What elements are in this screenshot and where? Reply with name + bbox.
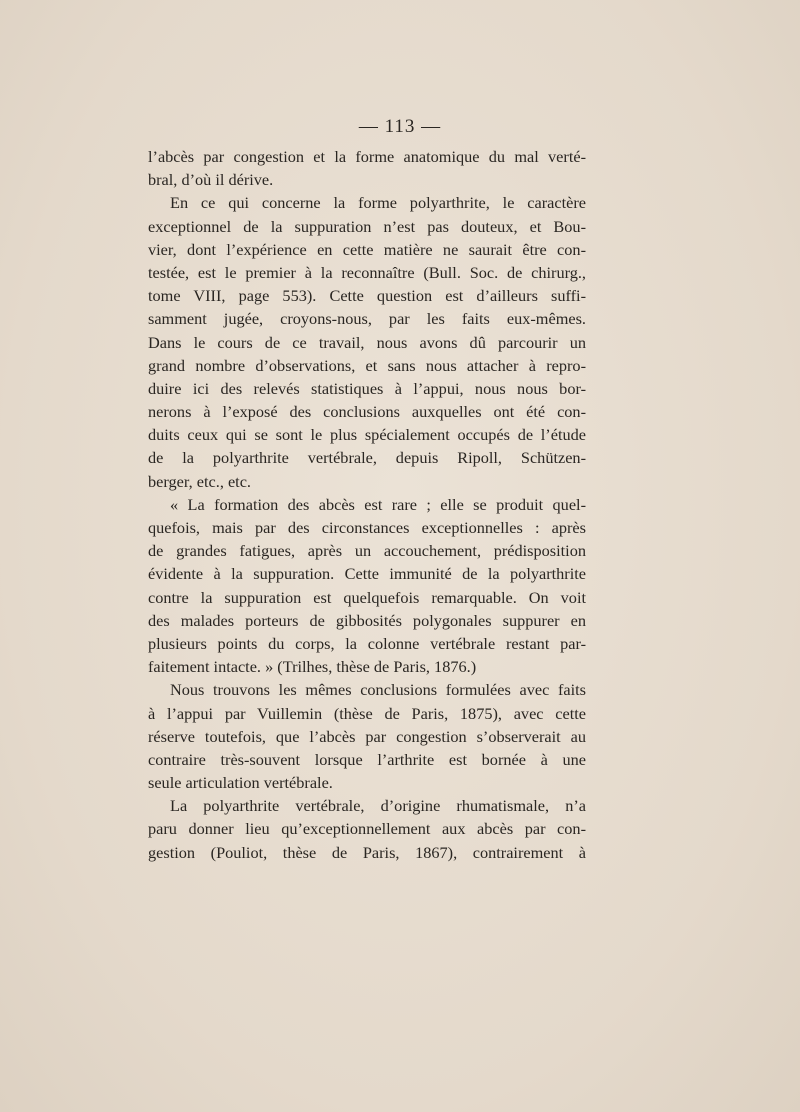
text-line: « La formation des abcès est rare ; elle se produit quel- — [170, 494, 586, 514]
text-line: à l’appui par Vuillemin (thèse de Paris, 1875), avec cette — [148, 703, 586, 723]
text-line: plusieurs points du corps, la colonne vertébrale restant par- — [148, 633, 586, 653]
text-line: de la polyarthrite vertébrale, depuis Ripoll, Schützen- — [148, 448, 586, 468]
text-line: nerons à l’exposé des conclusions auxquelles ont été con- — [148, 402, 586, 422]
text-line: testée, est le premier à la reconnaître (Bull. Soc. de chirurg., — [148, 262, 586, 282]
text-line: duire ici des relevés statistiques à l’appui, nous nous bor- — [148, 378, 586, 398]
text-line: duits ceux qui se sont le plus spécialement occupés de l’étude — [148, 425, 586, 445]
text-line: réserve toutefois, que l’abcès par congestion s’observerait au — [148, 726, 586, 746]
page-number: — 113 — — [358, 116, 442, 137]
text-line: berger, etc., etc. — [148, 471, 252, 491]
text-line: bral, d’où il dérive. — [148, 170, 274, 190]
text-line: Nous trouvons les mêmes conclusions formulées avec faits — [170, 680, 586, 700]
text-line: contre la suppuration est quelquefois remarquable. On voit — [148, 587, 586, 607]
text-line: La polyarthrite vertébrale, d’origine rhumatismale, n’a — [170, 796, 586, 816]
text-line: grand nombre d’observations, et sans nous attacher à repro- — [148, 355, 586, 375]
text-line: gestion (Pouliot, thèse de Paris, 1867), contrairement à — [148, 842, 586, 862]
body-text — [148, 145, 586, 864]
text-line: En ce qui concerne la forme polyarthrite, le caractère — [170, 193, 586, 213]
text-line: faitement intacte. » (Trilhes, thèse de Paris, 1876.) — [148, 657, 477, 677]
text-line: tome VIII, page 553). Cette question est d’ailleurs suffi- — [148, 286, 586, 306]
text-line: l’abcès par congestion et la forme anatomique du mal verté- — [148, 147, 586, 166]
text-line: de grandes fatigues, après un accouchement, prédisposition — [148, 541, 586, 561]
text-line: évidente à la suppuration. Cette immunité de la polyarthrite — [148, 564, 586, 584]
text-line: Dans le cours de ce travail, nous avons dû parcourir un — [148, 332, 586, 352]
text-line: seule articulation vertébrale. — [148, 773, 333, 793]
text-line: des malades porteurs de gibbosités polygonales suppurer en — [148, 610, 586, 630]
text-line: paru donner lieu qu’exceptionnellement aux abcès par con- — [148, 819, 586, 839]
text-line: samment jugée, croyons-nous, par les faits eux-mêmes. — [148, 309, 586, 329]
text-line: contraire très-souvent lorsque l’arthrite est bornée à une — [148, 749, 586, 769]
text-line: quefois, mais par des circonstances exceptionnelles : après — [148, 518, 586, 537]
text-line: vier, dont l’expérience en cette matière ne saurait être con- — [148, 239, 586, 259]
text-line: exceptionnel de la suppuration n’est pas douteux, et Bou- — [148, 216, 586, 236]
